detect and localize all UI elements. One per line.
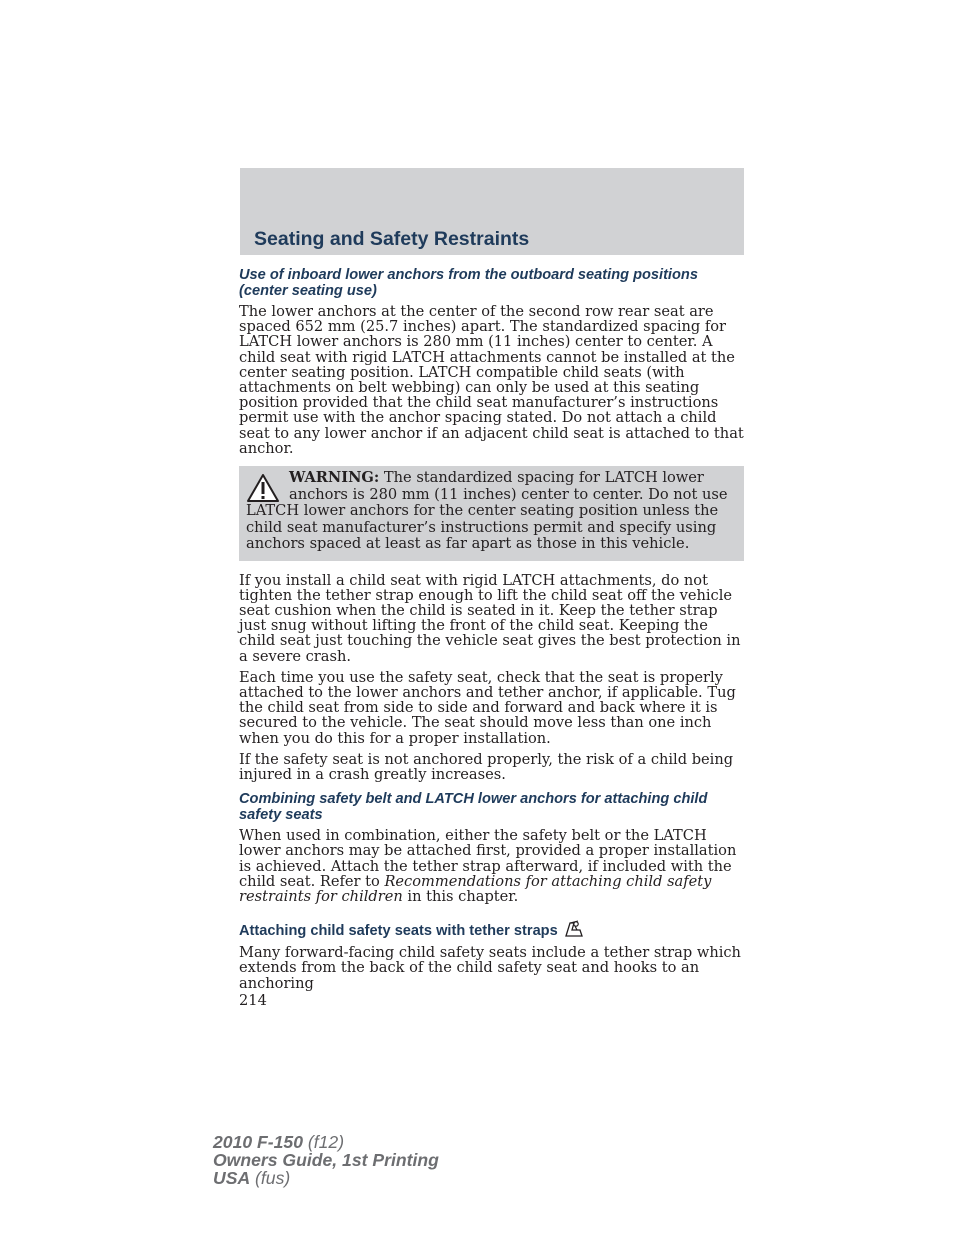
cross-reference-link: Recommendations for attaching child safety restraints for children bbox=[239, 872, 712, 905]
warning-label: WARNING: bbox=[289, 469, 380, 487]
footer-line-1: 2010 F-150 (f12) bbox=[213, 1132, 345, 1152]
warning-text: The standardized spacing for LATCH lower anchors is 280 mm (11 inches) center to center. Do not use LATCH lower anchors for the center seating position unless the child seat manufacturer’s instructions permit and specify using anchors spaced at least as far apart as those in this vehicle. bbox=[246, 469, 728, 553]
check-seat-paragraph: Each time you use the safety seat, check that the seat is properly attached to the lower anchors and tether anchor, if applicable. Tug the child seat from side to side and forward and back where it is secured to the vehicle. The seat should move less than one inch when you do this for a proper installation. bbox=[239, 668, 736, 747]
warning-box bbox=[239, 466, 744, 561]
combining-paragraph: When used in combination, either the safety belt or the LATCH lower anchors may be attached first, provided a proper installation is achieved. Attach the tether strap afterward, if included with the child seat. Refer to Recommendations for attaching child safety restraints for children in this chapter. bbox=[239, 827, 737, 905]
section-title: Seating and Safety Restraints bbox=[254, 228, 530, 250]
warning-triangle-icon bbox=[246, 473, 280, 503]
footer-line-3: USA (fus) bbox=[213, 1168, 291, 1188]
risk-paragraph: If the safety seat is not anchored properly, the risk of a child being injured in a crash greatly increases. bbox=[239, 750, 734, 783]
tether-paragraph: Many forward-facing child safety seats include a tether strap which extends from the back of the child safety seat and hooks to an anchoring bbox=[239, 944, 741, 992]
inboard-anchors-heading: Use of inboard lower anchors from the outboard seating positions (center seating use) bbox=[239, 267, 698, 299]
combining-heading: Combining safety belt and LATCH lower anchors for attaching child safety seats bbox=[239, 791, 708, 824]
inboard-anchors-paragraph: The lower anchors at the center of the second row rear seat are spaced 652 mm (25.7 inches) apart. The standardized spacing for LATCH lower anchors is 280 mm (11 inches) center to center. A child seat with rigid LATCH attachments cannot be installed at the center seating position. LATCH compatible child seats (with attachments on belt webbing) can only be used at this seating position provided that the child seat manufacturer’s instructions permit use with the anchor spacing stated. Do not attach a child seat to any lower anchor if an adjacent child seat is attached to that anchor. bbox=[239, 303, 744, 457]
section-header-band bbox=[240, 168, 744, 255]
document-footer bbox=[213, 1133, 439, 1187]
rigid-latch-paragraph: If you install a child seat with rigid LATCH attachments, do not tighten the tether strap enough to lift the child seat off the vehicle seat cushion when the child is seated in it. Keep the tether strap just snug without lifting the front of the child seat. Keeping the child seat just touching the vehicle seat gives the best protection in a severe crash. bbox=[239, 571, 741, 665]
tether-heading: Attaching child safety seats with tether straps bbox=[239, 920, 744, 939]
footer-line-2: Owners Guide, 1st Printing bbox=[213, 1150, 439, 1170]
page-number: 214 bbox=[239, 991, 267, 1009]
child-seat-icon bbox=[563, 920, 585, 938]
page-content bbox=[239, 267, 744, 1008]
